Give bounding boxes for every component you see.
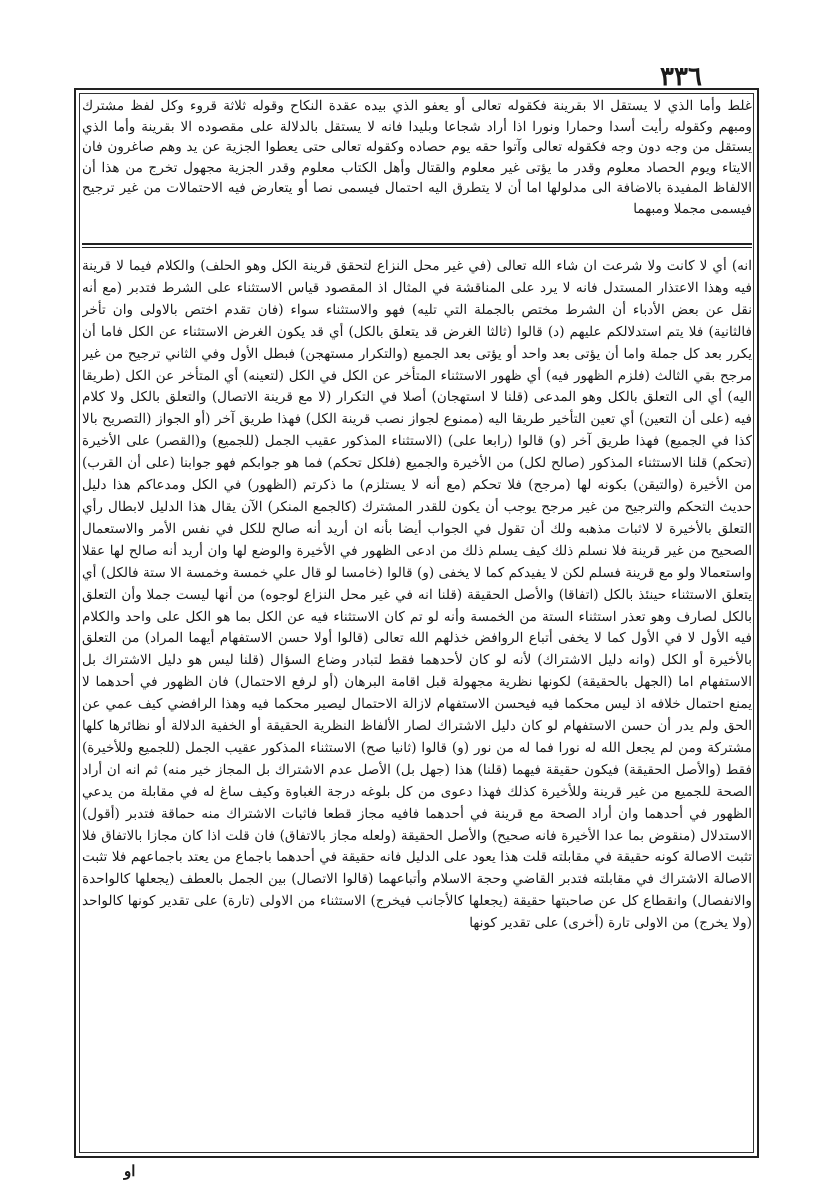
- separator-rule: [82, 243, 752, 245]
- commentary-text-block: انه) أي لا كانت ولا شرعت ان شاء الله تعالى (في غير محل النزاع لتحقق قرينة الكل وهو الحلف) والكلام فيما لا قرينة فيه وهذا الاعتذار المستدل فانه لا يرد على المناقشة في المثال اذ المقصود قياس الاستثناء على الشرط فتدبر (مع أنه نقل عن بعض الأدباء أن الشرط مختص بالجملة التي تليه) فهو والاستثناء سواء (فان تقدم اختص بالاولى وان تأخر فالثانية) فلا يتم استدلالكم عليهم (د) قالوا (ثالثا الغرض قد يتعلق بالكل) أي قد يكون الغرض الاستثناء عن الكل فاما أن يكرر بعد كل جملة واما أن يؤتى بعد واحد أو يؤتى بعد الجميع (والتكرار مستهجن) فبطل الأول وفي الثاني ترجيح من غير مرجح بقي الثالث (فلزم الظهور فيه) أي ظهور الاستثناء المتأخر عن الكل في الكل (لتعينه) أي المتأخر عن الكل (طريقا اليه) أي الى التعلق بالكل وهو المدعى (قلنا لا استهجان) أصلا في التكرار (لا مع قرينة الاتصال) والتعلق بالكل ولا كلام فيه (على أن التعين) أي تعين التأخير طريقا اليه (ممنوع لجواز نصب قرينة الكل) فهذا طريق آخر (أو الجواز (التصريح بالا كذا في الجميع) فهذا طريق آخر (و) قالوا (رابعا على) (الاستثناء المذكور عقيب الجمل (للجميع) و(القصر) على الأخيرة (تحكم) قلنا الاستثناء المذكور (صالح لكل) من الأخيرة والجميع (فلكل تحكم) فما هو جوابكم فهو جوابنا (على أن القرب) من الأخيرة (والتيقن) بكونه لها (مرجح) فلا تحكم (مع أنه لا يستلزم) ما ذكرتم (الظهور) في الكل ومدعاكم هذا دليل حديث التحكم والترجيح من غير مرجح يوجب أن يكون للقدر المشترك (كالجمع المنكر) الآن يقال هذا الدليل لابطال رأي التعلق بالأخيرة لا لاثبات مذهبه ولك أن تقول في الجواب أيضا بأنه ان أريد أنه صالح للكل في نفس الأمر والاستعمال الصحيح من غير قرينة فلا نسلم ذلك كيف يسلم ذلك من ادعى الظهور في الأخيرة والوضع لها وان أريد أنه صالح لها عقلا واستعمالا ولو مع قرينة فسلم لكن لا يفيدكم كما لا يخفى (و) قالوا (خامسا لو قال علي خمسة وخمسة الا ستة فالكل) أي يتعلق الاستثناء حينئذ بالكل (اتفاقا) والأصل الحقيقة (قلنا انه في غير محل النزاع لوجوه) من أنها ليست جملا وأن التعلق بالكل لصارف وهو تعذر استثناء الستة من الخمسة وأنه لو تم كان الاستثناء فيه عن الكل بما هو الكل على واحد والكلام فيه الأول لا في الأول كما لا يخفى أتباع الروافض خذلهم الله تعالى (قالوا أولا حسن الاستفهام أيهما المراد) من التعلق بالأخيرة أو الكل (وانه دليل الاشتراك) لأنه لو كان لأحدهما فقط لتبادر وضاع السؤال (قلنا ليس هو دليل الاشتراك بل الاستفهام اما (الجهل بالحقيقة) لكونها نظرية مجهولة قبل اقامة البرهان (أو لرفع الاحتمال) فان الظهور في أحدهما لا يمنع احتمال خلافه اذ ليس محكما فيه فيحسن الاستفهام لازالة الاحتمال ليصير محكما فيه وهذا الرافضي كيف عمي عن الحق ولم يدر أن حسن الاستفهام لو كان دليل الاشتراك لصار الألفاظ النظرية الحقيقة أو الخفية الدلالة أو نظائرها كلها مشتركة ومن لم يجعل الله له نورا فما له من نور (و) قالوا (ثانيا صح) الاستثناء المذكور عقيب الجمل (للجميع وللأخيرة) فقط (والأصل الحقيقة) فيكون حقيقة فيهما (قلنا) هذا (جهل بل) الأصل عدم الاشتراك بل المجاز خير منه) ثم انه ان أراد الصحة للجميع من غير قرينة وللأخيرة كذلك فهذا دعوى من كل بلوغه درجة الغباوة وكيف ساغ له في مقابلة من يدعي الظهور في أحدهما وان أراد الصحة مع قرينة في أحدهما فافيه مجاز قطعا فاثبات الاشتراك منه حماقة فتدبر (أقول) الاستدلال (منقوض بما عدا الأخيرة فانه صحيح) والأصل الحقيقة (ولعله مجاز بالاتفاق) فان قلت اذا كان مجازا بالاتفاق فلا تثبت الاصالة كونه حقيقة في مقابلته قلت هذا يعود على الدليل فانه حقيقة في أحدهما باجماع من يعتد باجماعهم فلا تثبت الاصالة الاشتراك في مقابلته فتدبر القاضي وحجة الاسلام وأتباعهما (قالوا الاتصال) بين الجمل بالعطف (يجعلها كالواحدة والانفصال) وانقطاع كل عن صاحبتها حقيقة (يجعلها كالأجانب فيخرج) الاستثناء من الاولى (تارة) على تقدير كونها كالواحد (ولا يخرج) من الاولى تارة (أخرى) على تقدير كونها: [82, 258, 752, 932]
- catchword: او: [124, 1162, 136, 1180]
- separator-rule-thin: [82, 247, 752, 248]
- page-number: ٣٣٦: [660, 62, 702, 92]
- main-text-block: غلط وأما الذي لا يستقل الا بقرينة فكقوله تعالى أو يعفو الذي بيده عقدة النكاح وقوله ثلاثة قروء وكل لفظ مشترك ومبهم وكقوله رأيت أسدا وحمارا ونورا اذا أراد شجاعا وبليدا فانه لا يستقل بالدلالة على مقصوده الا بقرينة وأما الذي يستقل من وجه دون وجه فكقوله تعالى وآتوا حقه يوم حصاده وكقوله تعالى حتى يعطوا الجزية عن يد وهم صاغرون فان الايتاء ويوم الحصاد معلوم وقدر ما يؤتى غير معلوم والقتال وأهل الكتاب معلوم وقدر الجزية مجهول تخرج من هذا أن الالفاظ المفيدة بالاضافة الى مدلولها اما أن لا يتطرق اليه احتمال فيسمى نصا أو يتعارض فيه الاحتمالات من غير ترجيح فيسمى مجملا ومبهما: [82, 98, 752, 217]
